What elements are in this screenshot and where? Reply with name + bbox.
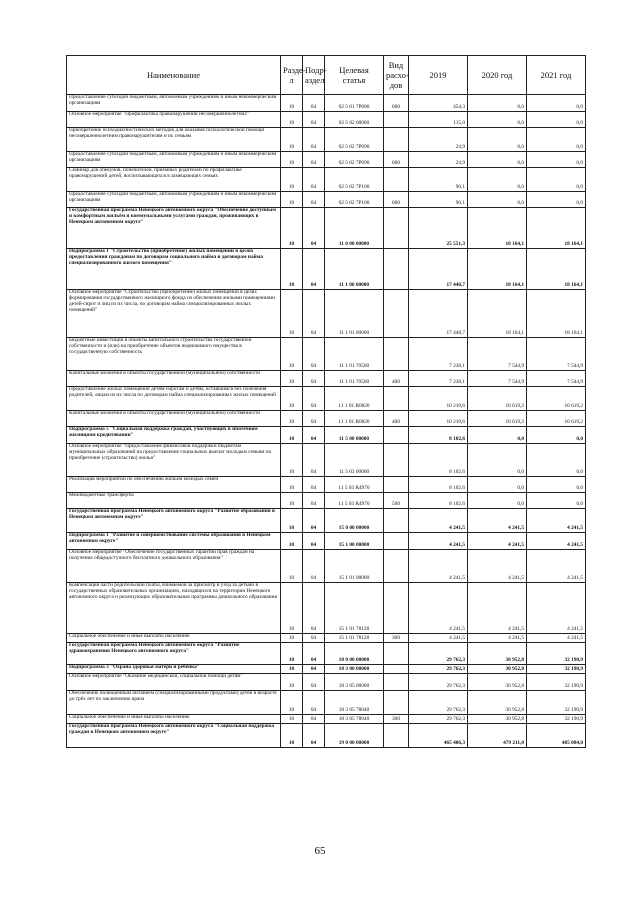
row-type [384, 208, 409, 249]
header-row [67, 56, 586, 95]
row-target: 18 3 05 00000 [325, 674, 384, 691]
row-type [384, 665, 409, 674]
table-body [67, 95, 586, 748]
row-2021: 32 190,9 [527, 643, 586, 665]
row-subsection: 04 [303, 168, 325, 192]
row-subsection: 04 [303, 691, 325, 715]
table-row [67, 290, 586, 338]
row-2019: 4 241,5 [409, 634, 468, 643]
row-2021: 32 190,9 [527, 691, 586, 715]
row-2019: 115,0 [409, 112, 468, 128]
table-row [67, 95, 586, 112]
row-target: 19 0 00 00000 [325, 724, 384, 748]
row-name: Социальное обеспечение и иные выплаты населению [67, 715, 281, 724]
row-section: 10 [281, 387, 303, 411]
row-type [384, 643, 409, 665]
row-name: Государственная программа Ненецкого автономного округа "Обеспечение доступным и комфортным жильём и коммунальными услугами граждан, проживающих в Ненецком автономном округе" [67, 208, 281, 249]
row-target: 11 5 03 R4970 [325, 493, 384, 509]
row-subsection: 04 [303, 509, 325, 533]
row-2021: 32 190,9 [527, 674, 586, 691]
row-subsection: 04 [303, 371, 325, 387]
row-2019: 10 210,6 [409, 387, 468, 411]
row-subsection: 04 [303, 208, 325, 249]
row-2021: 32 190,9 [527, 665, 586, 674]
row-subsection: 04 [303, 477, 325, 493]
row-2019: 4 241,5 [409, 550, 468, 583]
budget-sheet [66, 55, 585, 748]
row-2019: 10 210,6 [409, 411, 468, 427]
table-row [67, 691, 586, 715]
row-name: Подпрограмма 1 "Строительство (приобретение) жилых помещений в целях предоставления гражданам по договорам социального найма и договорам найма специализированного жилого помещения" [67, 249, 281, 290]
table-row [67, 112, 586, 128]
row-subsection: 04 [303, 674, 325, 691]
row-target: 18 3 05 78040 [325, 691, 384, 715]
col-header-2021: 2021 год [527, 56, 586, 95]
row-2021: 18 164,1 [527, 290, 586, 338]
row-2021: 7 544,9 [527, 338, 586, 371]
row-target: 02 5 02 7P100 [325, 168, 384, 192]
row-target: 11 0 00 00000 [325, 208, 384, 249]
table-row [67, 550, 586, 583]
row-2021: 0,0 [527, 192, 586, 208]
col-header-2020: 2020 год [468, 56, 527, 95]
row-type [384, 477, 409, 493]
row-name: Реализация мероприятий по обеспечению жильём молодых семей [67, 477, 281, 493]
row-2021: 7 544,9 [527, 371, 586, 387]
row-2021: 0,0 [527, 95, 586, 112]
row-2021: 485 084,0 [527, 724, 586, 748]
row-section: 10 [281, 95, 303, 112]
row-subsection: 04 [303, 550, 325, 583]
row-type [384, 724, 409, 748]
row-type [384, 128, 409, 152]
table-row [67, 128, 586, 152]
row-subsection: 04 [303, 338, 325, 371]
row-2020: 18 164,1 [468, 290, 527, 338]
col-header-target: Целевая статья [325, 56, 384, 95]
row-section: 10 [281, 665, 303, 674]
row-2019: 4 241,5 [409, 533, 468, 550]
row-2019: 25 551,3 [409, 208, 468, 249]
row-section: 10 [281, 691, 303, 715]
row-2020: 30 952,8 [468, 691, 527, 715]
row-name: Предоставление субсидий бюджетным, автономным учреждениям и иным некоммерческим организациям [67, 152, 281, 168]
col-header-2019: 2019 [409, 56, 468, 95]
table-row [67, 533, 586, 550]
row-name: Межбюджетные трансферты [67, 493, 281, 509]
table-row [67, 387, 586, 411]
row-type [384, 387, 409, 411]
row-type: 600 [384, 192, 409, 208]
row-2020: 0,0 [468, 192, 527, 208]
row-2021: 0,0 [527, 128, 586, 152]
row-name: Компенсация части родительской платы, взимаемой за присмотр и уход за детьми в государственных образовательных организациях, находящихся на территории Ненецкого автономного округа и реализующих образовательные программы дошкольного образования [67, 583, 281, 634]
row-2020: 4 241,5 [468, 634, 527, 643]
row-section: 10 [281, 724, 303, 748]
row-2021: 0,0 [527, 152, 586, 168]
row-target: 18 3 05 78040 [325, 715, 384, 724]
col-header-section: Раздел [281, 56, 303, 95]
table-row [67, 249, 586, 290]
col-header-name: Наименование [67, 56, 281, 95]
row-2019: 465 406,3 [409, 724, 468, 748]
row-subsection: 04 [303, 634, 325, 643]
row-name: Государственная программа Ненецкого автономного округа "Развитие образования в Ненецком автономном округе" [67, 509, 281, 533]
row-2019: 90,1 [409, 192, 468, 208]
row-name: Основное мероприятие "Обеспечение государственных гарантий прав граждан на получение общедоступного бесплатного дошкольного образования" [67, 550, 281, 583]
row-target: 11 5 03 R4970 [325, 477, 384, 493]
row-type [384, 290, 409, 338]
row-2020: 7 544,9 [468, 371, 527, 387]
row-2020: 0,0 [468, 128, 527, 152]
row-subsection: 04 [303, 411, 325, 427]
row-2020: 30 952,8 [468, 715, 527, 724]
row-2020: 0,0 [468, 477, 527, 493]
row-subsection: 04 [303, 192, 325, 208]
row-2019: 29 762,3 [409, 674, 468, 691]
row-2020: 30 952,8 [468, 643, 527, 665]
row-target: 11 1 01 R0820 [325, 411, 384, 427]
row-target: 02 5 02 7P090 [325, 128, 384, 152]
row-2019: 24,9 [409, 128, 468, 152]
row-name: Государственная программа Ненецкого автономного округа "Социальная поддержка граждан в Ненецком автономном округе" [67, 724, 281, 748]
row-subsection: 04 [303, 493, 325, 509]
row-type [384, 112, 409, 128]
row-2020: 479 211,0 [468, 724, 527, 748]
row-2019: 17 448,7 [409, 290, 468, 338]
row-type [384, 674, 409, 691]
row-section: 10 [281, 411, 303, 427]
row-target: 02 5 01 7P080 [325, 95, 384, 112]
row-2019: 29 762,3 [409, 691, 468, 715]
row-section: 10 [281, 477, 303, 493]
row-2020: 4 241,5 [468, 583, 527, 634]
row-2019: 7 238,1 [409, 371, 468, 387]
row-type [384, 168, 409, 192]
table-row [67, 509, 586, 533]
row-2020: 4 241,5 [468, 533, 527, 550]
row-2021: 32 190,9 [527, 715, 586, 724]
row-subsection: 04 [303, 112, 325, 128]
row-2020: 4 241,5 [468, 550, 527, 583]
row-2019: 90,1 [409, 168, 468, 192]
row-section: 10 [281, 634, 303, 643]
table-row [67, 168, 586, 192]
row-2020: 18 164,1 [468, 249, 527, 290]
page-number: 65 [314, 845, 326, 857]
table-row [67, 208, 586, 249]
row-target: 11 1 01 00000 [325, 290, 384, 338]
row-target: 11 1 01 70500 [325, 338, 384, 371]
row-subsection: 04 [303, 427, 325, 444]
row-2021: 0,0 [527, 444, 586, 477]
row-subsection: 04 [303, 128, 325, 152]
row-subsection: 04 [303, 724, 325, 748]
row-section: 10 [281, 152, 303, 168]
table-row [67, 724, 586, 748]
row-2019: 8 102,6 [409, 477, 468, 493]
row-subsection: 04 [303, 583, 325, 634]
col-header-subsection: Подраздел [303, 56, 325, 95]
row-target: 18 3 00 00000 [325, 665, 384, 674]
row-section: 10 [281, 168, 303, 192]
row-target: 02 5 02 7P100 [325, 192, 384, 208]
row-type: 600 [384, 95, 409, 112]
row-type: 500 [384, 493, 409, 509]
row-subsection: 04 [303, 444, 325, 477]
table-row [67, 674, 586, 691]
row-target: 15 0 00 00000 [325, 509, 384, 533]
row-2019: 29 762,3 [409, 665, 468, 674]
row-target: 02 5 02 00000 [325, 112, 384, 128]
row-subsection: 04 [303, 95, 325, 112]
row-name: Основное мероприятие "Строительство (приобретение) жилых помещений в целях формирования государственного жилищного фонда из обеспечения жилыми помещениями детей-сирот и лиц из их числа, по договорам найма специализированных жилых помещений" [67, 290, 281, 338]
row-name: Капитальные вложения в объекты государственной (муниципальной) собственности [67, 411, 281, 427]
row-section: 10 [281, 643, 303, 665]
row-2020: 4 241,5 [468, 509, 527, 533]
row-type [384, 444, 409, 477]
row-target: 02 5 02 7P090 [325, 152, 384, 168]
row-subsection: 04 [303, 249, 325, 290]
row-section: 10 [281, 493, 303, 509]
table-row [67, 192, 586, 208]
table-row [67, 477, 586, 493]
row-section: 10 [281, 715, 303, 724]
row-type [384, 249, 409, 290]
row-target: 11 5 00 00000 [325, 427, 384, 444]
row-name: Предоставление субсидий бюджетным, автономным учреждениям и иным некоммерческим организациям [67, 95, 281, 112]
row-2021: 0,0 [527, 477, 586, 493]
row-2021: 0,0 [527, 493, 586, 509]
row-2019: 8 102,6 [409, 427, 468, 444]
row-2021: 4 241,5 [527, 550, 586, 583]
row-name: Приобретение психодиагностических методик для оказания психологической помощи несовершеннолетним правонарушителям и их семьям [67, 128, 281, 152]
row-name: Основное мероприятие "Предоставление финансовой поддержки бюджетам муниципальных образований на предоставление социальных выплат молодым семьям на приобретение (строительство) жилья" [67, 444, 281, 477]
row-name: Семинар для опекунов, попечителей, приемных родителей по профилактике правонарушений детей, воспитывающихся в замещающих семьях [67, 168, 281, 192]
table-row [67, 371, 586, 387]
row-2020: 10 619,2 [468, 411, 527, 427]
row-section: 10 [281, 371, 303, 387]
row-2019: 29 762,3 [409, 715, 468, 724]
row-section: 10 [281, 192, 303, 208]
row-name: Подпрограмма 1 "Развитие и совершенствование системы образования в Ненецком автономном округе" [67, 533, 281, 550]
row-name: Предоставление жилых помещений детям-сиротам и детям, оставшимся без попечения родителей, лицам из их числа по договорам найма специализированных жилых помещений [67, 387, 281, 411]
row-2019: 17 448,7 [409, 249, 468, 290]
row-type: 300 [384, 715, 409, 724]
row-section: 10 [281, 208, 303, 249]
row-type [384, 533, 409, 550]
row-name: Подпрограмма 5 "Социальная поддержка граждан, участвующих в ипотечном жилищном кредитовании" [67, 427, 281, 444]
row-section: 10 [281, 550, 303, 583]
row-section: 10 [281, 427, 303, 444]
row-target: 11 1 01 70500 [325, 371, 384, 387]
row-type: 400 [384, 371, 409, 387]
row-2021: 10 619,2 [527, 411, 586, 427]
row-section: 10 [281, 444, 303, 477]
row-2020: 0,0 [468, 444, 527, 477]
row-subsection: 04 [303, 387, 325, 411]
table-row [67, 152, 586, 168]
row-2021: 0,0 [527, 168, 586, 192]
row-target: 15 1 01 78120 [325, 583, 384, 634]
row-2020: 0,0 [468, 427, 527, 444]
row-2021: 4 241,5 [527, 509, 586, 533]
row-section: 10 [281, 583, 303, 634]
row-subsection: 04 [303, 643, 325, 665]
row-section: 10 [281, 338, 303, 371]
row-2019: 4 241,5 [409, 583, 468, 634]
row-2021: 18 164,1 [527, 249, 586, 290]
row-2021: 4 241,5 [527, 634, 586, 643]
row-subsection: 04 [303, 533, 325, 550]
table-row [67, 643, 586, 665]
row-target: 11 1 00 00000 [325, 249, 384, 290]
row-subsection: 04 [303, 290, 325, 338]
row-name: Обеспечение полноценным питанием (специализированными продуктами) детей в возрасте до трёх лет по заключению врача [67, 691, 281, 715]
row-section: 10 [281, 509, 303, 533]
row-name: Подпрограмма 3 "Охрана здоровья матери и ребёнка" [67, 665, 281, 674]
row-2020: 0,0 [468, 95, 527, 112]
row-section: 10 [281, 674, 303, 691]
row-subsection: 04 [303, 665, 325, 674]
row-section: 10 [281, 128, 303, 152]
row-name: Бюджетные инвестиции в объекты капитального строительства государственной собственности и (или) на приобретение объектов недвижимого имущества в государственную собственность [67, 338, 281, 371]
row-target: 18 0 00 00000 [325, 643, 384, 665]
row-name: Основное мероприятие "Профилактика правонарушений несовершеннолетних" [67, 112, 281, 128]
row-2020: 30 952,8 [468, 674, 527, 691]
row-section: 10 [281, 533, 303, 550]
row-target: 11 5 03 00000 [325, 444, 384, 477]
table-row [67, 338, 586, 371]
table-row [67, 493, 586, 509]
row-section: 10 [281, 290, 303, 338]
row-name: Социальное обеспечение и иные выплаты населению [67, 634, 281, 643]
row-2020: 18 164,1 [468, 208, 527, 249]
row-section: 10 [281, 249, 303, 290]
row-name: Государственная программа Ненецкого автономного округа "Развитие здравоохранения Ненецкого автономного округа" [67, 643, 281, 665]
row-2020: 0,0 [468, 152, 527, 168]
row-name: Капитальные вложения в объекты государственной (муниципальной) собственности [67, 371, 281, 387]
row-2020: 0,0 [468, 493, 527, 509]
row-target: 15 1 01 00000 [325, 550, 384, 583]
table-row [67, 444, 586, 477]
budget-table [66, 55, 586, 748]
row-name: Предоставление субсидий бюджетным, автономным учреждениям и иным некоммерческим организациям [67, 192, 281, 208]
row-type [384, 691, 409, 715]
row-type [384, 338, 409, 371]
row-target: 15 1 01 78120 [325, 634, 384, 643]
row-type: 400 [384, 411, 409, 427]
row-target: 11 1 01 R0820 [325, 387, 384, 411]
row-2019: 4 241,5 [409, 509, 468, 533]
row-2020: 7 544,9 [468, 338, 527, 371]
table-row [67, 583, 586, 634]
row-2021: 4 241,5 [527, 533, 586, 550]
row-2021: 10 619,2 [527, 387, 586, 411]
row-subsection: 04 [303, 152, 325, 168]
row-type: 600 [384, 152, 409, 168]
row-target: 15 1 00 00000 [325, 533, 384, 550]
table-row [67, 411, 586, 427]
row-type [384, 550, 409, 583]
row-section: 10 [281, 112, 303, 128]
row-name: Основное мероприятие "Оказание медицинской, социальной помощи детям" [67, 674, 281, 691]
row-2021: 4 241,5 [527, 583, 586, 634]
row-2019: 29 762,3 [409, 643, 468, 665]
row-2020: 10 619,2 [468, 387, 527, 411]
row-2021: 18 164,1 [527, 208, 586, 249]
row-2020: 0,0 [468, 112, 527, 128]
row-type [384, 509, 409, 533]
row-2020: 30 952,8 [468, 665, 527, 674]
row-type [384, 427, 409, 444]
row-2019: 8 102,6 [409, 493, 468, 509]
row-2021: 0,0 [527, 427, 586, 444]
row-subsection: 04 [303, 715, 325, 724]
col-header-type: Вид расходов [384, 56, 409, 95]
row-2019: 8 102,6 [409, 444, 468, 477]
row-2019: 7 238,1 [409, 338, 468, 371]
row-type: 300 [384, 634, 409, 643]
table-row [67, 427, 586, 444]
row-2019: 454,3 [409, 95, 468, 112]
row-2020: 0,0 [468, 168, 527, 192]
row-type [384, 583, 409, 634]
row-2019: 24,9 [409, 152, 468, 168]
row-2021: 0,0 [527, 112, 586, 128]
